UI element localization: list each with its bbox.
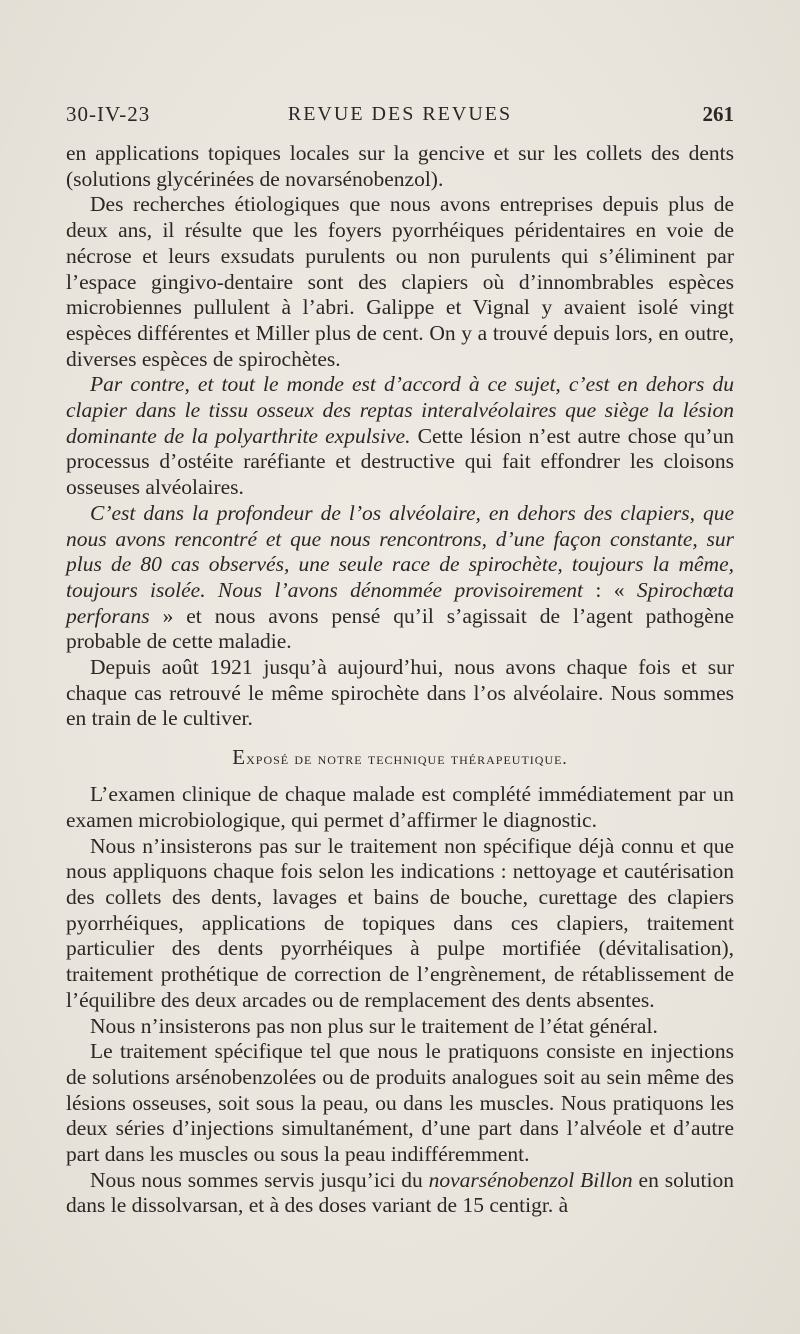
paragraph-specific-treatment: Le traitement spécifique tel que nous le pratiquons consiste en injections de solutions arsénobenzolées ou de produits analogues soit au sein même des lésions osseuses, soit sous la peau, ou dans les muscles. Nous pratiquons les deux séries d’injections simultanément, d’une part dans l’alvéole et d’autre part dans les muscles ou sous la peau indifféremment. [66, 1039, 734, 1167]
dosage-text-start: Nous nous sommes servis jusqu’ici du [90, 1167, 429, 1192]
issue-date: 30-IV-23 [66, 102, 151, 126]
section-heading [66, 745, 734, 771]
running-title: REVUE DES REVUES [287, 103, 513, 125]
paragraph-lesion [66, 372, 734, 501]
lesion-roman-text: Cette lésion n’est autre chose qu’un processus d’ostéite raréfiante et destructive qui fait effondrer les cloisons osseuses alvéolaires. [66, 423, 734, 500]
spirochete-quote-open: : « [583, 577, 637, 602]
paragraph-nonspecific-treatment: Nous n’insisterons pas sur le traitement non spécifique déjà connu et que nous appliquons chaque fois selon les indications : nettoyage et cautérisation des collets des dents, lavages et bains de bouche, curettage des clapiers pyorrhéiques, applications de topiques dans ces clapiers, traitement particulier des dents pyorrhéiques à pulpe mortifiée (dévitalisation), traitement prothétique de correction de l’engrènement, de rétablissement de l’équilibre des deux arcades ou de remplacement des dents absentes. [66, 833, 734, 1012]
article-body [66, 141, 734, 1219]
paragraph-examination: L’examen clinique de chaque malade est complété immédiatement par un examen microbiologique, qui permet d’affirmer le diagnostic. [66, 782, 734, 832]
spirochete-italic-text: C’est dans la profondeur de l’os alvéolaire, en dehors des clapiers, que nous avons rencontré et que nous rencontrons, d’une façon constante, sur plus de 80 cas observés, une seule race de spirochète, toujours la même, toujours isolée. Nous l’avons dénommée provisoirement [66, 500, 734, 602]
species-name: Spirochœta perforans [66, 577, 734, 628]
spirochete-roman-text: » et nous avons pensé qu’il s’agissait de l’agent pathogène probable de cette maladie. [66, 603, 734, 654]
lesion-italic-text: Par contre, et tout le monde est d’accord à ce sujet, c’est en dehors du clapier dans le tissu osseux des reptas interalvéolaires que siège la lésion dominante de la polyarthrite expulsive. [66, 372, 734, 448]
paragraph-dosage [66, 1168, 734, 1219]
running-header [66, 98, 734, 130]
paragraph-spirochete [66, 501, 734, 655]
section-heading-rest: xposé de notre technique thérapeutique. [246, 749, 568, 769]
page-number: 261 [702, 102, 734, 126]
paragraph-culture: Depuis août 1921 jusqu’à aujourd’hui, nous avons chaque fois et sur chaque cas retrouvé le même spirochète dans l’os alvéolaire. Nous sommes en train de le cultiver. [66, 655, 734, 731]
paragraph-etiology: Des recherches étiologiques que nous avons entreprises depuis plus de deux ans, il résulte que les foyers pyorrhéiques péridentaires en voie de nécrose et leurs exsudats purulents ou non purulents qui s’éliminent par l’espace gingivo-dentaire sont des clapiers où d’innombrables espèces microbiennes pullulent à l’abri. Galippe et Vignal y avaient isolé vingt espèces différentes et Miller plus de cent. On y a trouvé depuis lors, en outre, diverses espèces de spirochètes. [66, 192, 734, 371]
section-heading-initial: E [232, 745, 247, 770]
drug-name: novarsénobenzol Billon [428, 1167, 633, 1192]
dosage-text-end: en solution dans le dissolvarsan, et à des doses variant de 15 centigr. à [66, 1167, 734, 1218]
paragraph-general-state: Nous n’insisterons pas non plus sur le traitement de l’état général. [90, 1013, 658, 1038]
paragraph-continuation: en applications topiques locales sur la gencive et sur les collets des dents (solutions glycérinées de novarsénobenzol). [66, 141, 734, 191]
